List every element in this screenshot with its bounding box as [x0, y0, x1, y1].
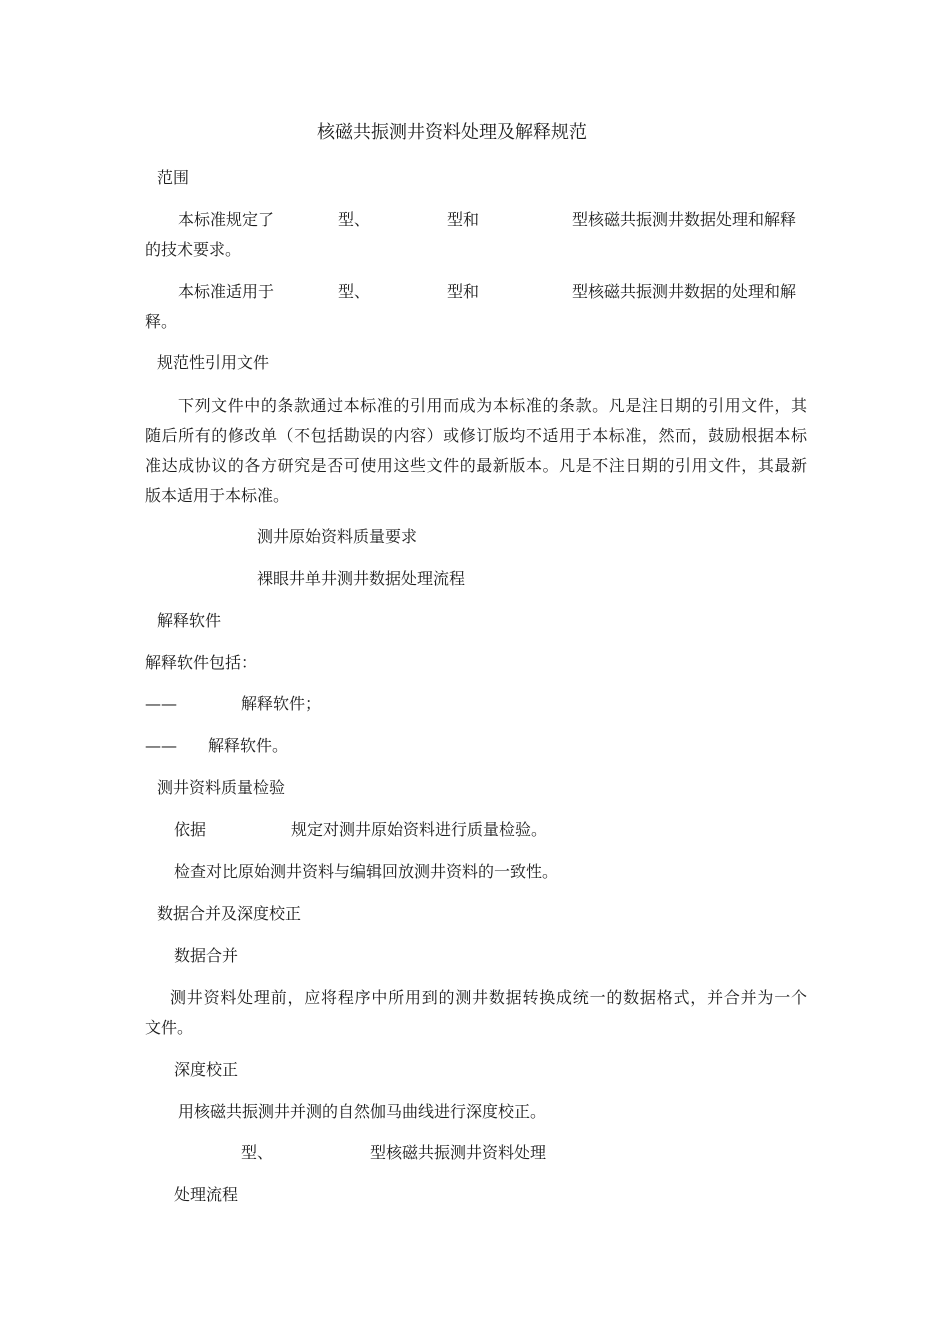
text-run: 型核磁共振测井数据处理和解释: [572, 210, 797, 229]
section-heading-merge-depth: 数据合并及深度校正: [157, 904, 302, 923]
page-title: 核磁共振测井资料处理及解释规范: [317, 122, 587, 143]
refs-paragraph-line-3: 准达成协议的各方研究是否可使用这些文件的最新版本。凡是不注日期的引用文件，其最新: [145, 456, 807, 475]
text-run: 型和: [447, 210, 480, 229]
refs-paragraph-line-2: 随后所有的修改单（不包括勘误的内容）或修订版均不适用于本标准，然而，鼓励根据本标: [145, 426, 807, 445]
text-run: 本标准适用于: [178, 282, 275, 301]
dash-marker: ——: [145, 694, 177, 713]
subheading-data-merge: 数据合并: [174, 946, 239, 965]
section-heading-normative-references: 规范性引用文件: [157, 353, 270, 372]
section-heading-quality-check: 测井资料质量检验: [157, 778, 286, 797]
text-run: 型、: [338, 282, 371, 301]
software-list-item-1: [145, 694, 445, 714]
refs-paragraph-line-1: 下列文件中的条款通过本标准的引用而成为本标准的条款。凡是注日期的引用文件，其: [178, 396, 807, 415]
text-run: 解释软件；: [241, 694, 322, 713]
software-list-item-2: [145, 736, 445, 756]
dash-marker: ——: [145, 736, 177, 755]
depth-correction-text: 用核磁共振测井并测的自然伽马曲线进行深度校正。: [178, 1102, 547, 1121]
software-intro: 解释软件包括：: [145, 653, 258, 672]
quality-line-2: 检查对比原始测井资料与编辑回放测井资料的一致性。: [174, 862, 559, 881]
scope-paragraph-2-line-2: 释。: [145, 312, 178, 331]
text-run: 依据: [174, 820, 207, 839]
subheading-processing-flow: 处理流程: [174, 1185, 239, 1204]
text-run: 规定对测井原始资料进行质量检验。: [291, 820, 548, 839]
text-run: 解释软件。: [208, 736, 289, 755]
section-heading-interpretation-software: 解释软件: [157, 611, 222, 630]
text-run: 型核磁共振测井数据的处理和解: [572, 282, 797, 301]
text-run: 型核磁共振测井资料处理: [370, 1143, 547, 1162]
text-run: 本标准规定了: [178, 210, 275, 229]
text-run: 型、: [338, 210, 371, 229]
referenced-document-2: 裸眼井单井测井数据处理流程: [257, 569, 466, 588]
merge-paragraph-line-2: 文件。: [145, 1018, 194, 1037]
scope-paragraph-2-line-1: [145, 282, 807, 302]
quality-line-1: [174, 820, 674, 840]
section-heading-processing: [241, 1143, 641, 1163]
referenced-document-1: 测井原始资料质量要求: [257, 527, 418, 546]
scope-paragraph-1-line-2: 的技术要求。: [145, 240, 242, 259]
subheading-depth-correction: 深度校正: [174, 1060, 239, 1079]
scope-paragraph-1-line-1: [145, 210, 807, 230]
text-run: 型、: [241, 1143, 274, 1162]
merge-paragraph-line-1: 测井资料处理前，应将程序中所用到的测井数据转换成统一的数据格式，并合并为一个: [170, 988, 807, 1007]
text-run: 型和: [447, 282, 480, 301]
refs-paragraph-line-4: 版本适用于本标准。: [145, 486, 290, 505]
section-heading-scope: 范围: [157, 168, 190, 187]
